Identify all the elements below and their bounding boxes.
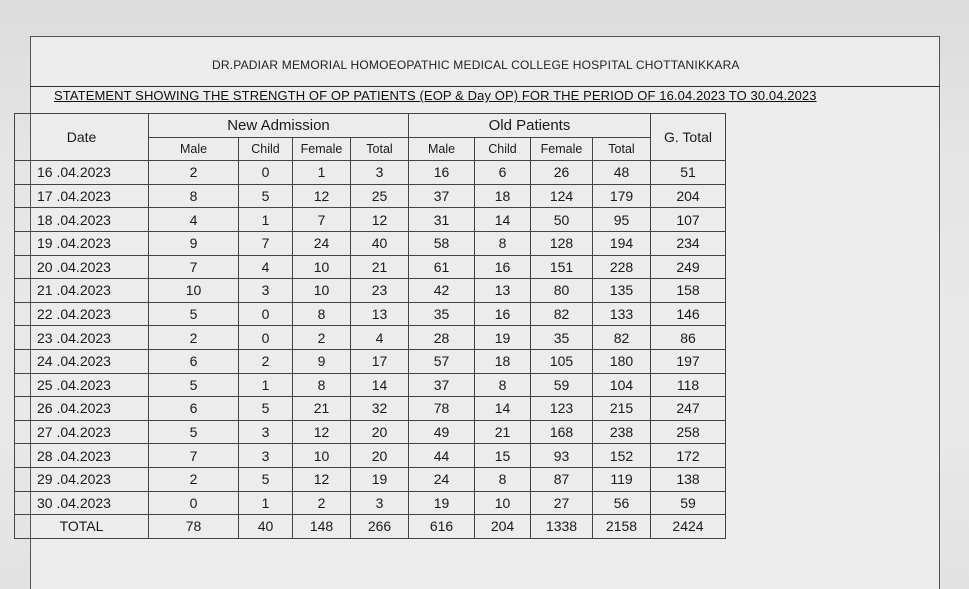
old-child-cell: 14 — [475, 208, 531, 232]
old-female-cell: 35 — [531, 326, 593, 350]
date-cell: 26 .04.2023 — [15, 397, 149, 421]
new-child-cell: 2 — [239, 349, 293, 373]
new-total-total-cell: 266 — [351, 515, 409, 539]
new-female-cell: 10 — [293, 444, 351, 468]
date-cell: 24 .04.2023 — [15, 349, 149, 373]
date-cell: 20 .04.2023 — [15, 255, 149, 279]
grand-total-header: G. Total — [651, 114, 726, 161]
old-total-cell: 48 — [593, 161, 651, 185]
table-row — [15, 255, 726, 279]
old-total-cell: 238 — [593, 420, 651, 444]
new-female-cell: 2 — [293, 491, 351, 515]
new-female-cell: 10 — [293, 279, 351, 303]
new-child-cell: 1 — [239, 491, 293, 515]
new-male-cell: 5 — [149, 420, 239, 444]
date-cell: 23 .04.2023 — [15, 326, 149, 350]
date-cell: 30 .04.2023 — [15, 491, 149, 515]
old-child-cell: 6 — [475, 161, 531, 185]
old-male-cell: 31 — [409, 208, 475, 232]
grand-total-cell: 258 — [651, 420, 726, 444]
old-male-cell: 78 — [409, 397, 475, 421]
new-female-cell: 2 — [293, 326, 351, 350]
table-row — [15, 397, 726, 421]
new-male-header: Male — [149, 137, 239, 161]
old-total-cell: 104 — [593, 373, 651, 397]
old-total-header: Total — [593, 137, 651, 161]
grand-total-total-cell: 2424 — [651, 515, 726, 539]
old-male-header: Male — [409, 137, 475, 161]
total-label: TOTAL — [15, 515, 149, 539]
new-male-cell: 2 — [149, 467, 239, 491]
old-female-cell: 105 — [531, 349, 593, 373]
new-total-cell: 21 — [351, 255, 409, 279]
new-child-cell: 5 — [239, 467, 293, 491]
table-row — [15, 208, 726, 232]
old-child-cell: 16 — [475, 255, 531, 279]
new-female-cell: 21 — [293, 397, 351, 421]
old-female-cell: 151 — [531, 255, 593, 279]
new-child-cell: 0 — [239, 302, 293, 326]
new-female-cell: 7 — [293, 208, 351, 232]
new-total-cell: 23 — [351, 279, 409, 303]
date-header: Date — [15, 114, 149, 161]
date-cell: 29 .04.2023 — [15, 467, 149, 491]
new-child-cell: 0 — [239, 161, 293, 185]
new-male-cell: 8 — [149, 184, 239, 208]
new-total-cell: 20 — [351, 444, 409, 468]
grand-total-cell: 158 — [651, 279, 726, 303]
new-child-cell: 5 — [239, 397, 293, 421]
old-female-cell: 168 — [531, 420, 593, 444]
old-total-cell: 179 — [593, 184, 651, 208]
new-total-header: Total — [351, 137, 409, 161]
new-male-cell: 2 — [149, 326, 239, 350]
new-male-cell: 5 — [149, 302, 239, 326]
old-total-cell: 135 — [593, 279, 651, 303]
hospital-name: DR.PADIAR MEMORIAL HOMOEOPATHIC MEDICAL COLLEGE HOSPITAL CHOTTANIKKARA — [212, 58, 740, 72]
new-male-cell: 10 — [149, 279, 239, 303]
new-child-cell: 3 — [239, 279, 293, 303]
new-total-cell: 13 — [351, 302, 409, 326]
old-child-cell: 14 — [475, 397, 531, 421]
grand-total-cell: 234 — [651, 231, 726, 255]
new-female-cell: 12 — [293, 467, 351, 491]
new-child-cell: 5 — [239, 184, 293, 208]
grand-total-cell: 204 — [651, 184, 726, 208]
statement-title: STATEMENT SHOWING THE STRENGTH OF OP PATIENTS (EOP & Day OP) FOR THE PERIOD OF 16.04.2023 TO 30.04.2023 — [54, 88, 817, 103]
old-total-cell: 95 — [593, 208, 651, 232]
old-female-cell: 59 — [531, 373, 593, 397]
old-child-cell: 19 — [475, 326, 531, 350]
old-male-cell: 35 — [409, 302, 475, 326]
old-child-cell: 16 — [475, 302, 531, 326]
new-female-cell: 24 — [293, 231, 351, 255]
old-child-cell: 15 — [475, 444, 531, 468]
new-child-cell: 3 — [239, 420, 293, 444]
old-female-cell: 50 — [531, 208, 593, 232]
old-female-cell: 128 — [531, 231, 593, 255]
new-child-cell: 1 — [239, 373, 293, 397]
date-cell: 19 .04.2023 — [15, 231, 149, 255]
old-female-header: Female — [531, 137, 593, 161]
new-total-cell: 3 — [351, 491, 409, 515]
new-female-cell: 12 — [293, 420, 351, 444]
new-male-total-cell: 78 — [149, 515, 239, 539]
table-row — [15, 444, 726, 468]
new-male-cell: 0 — [149, 491, 239, 515]
old-male-total-cell: 616 — [409, 515, 475, 539]
date-cell: 27 .04.2023 — [15, 420, 149, 444]
grand-total-cell: 197 — [651, 349, 726, 373]
date-cell: 16 .04.2023 — [15, 161, 149, 185]
new-total-cell: 12 — [351, 208, 409, 232]
date-cell: 18 .04.2023 — [15, 208, 149, 232]
old-female-cell: 124 — [531, 184, 593, 208]
old-total-cell: 215 — [593, 397, 651, 421]
new-total-cell: 25 — [351, 184, 409, 208]
old-male-cell: 61 — [409, 255, 475, 279]
old-total-total-cell: 2158 — [593, 515, 651, 539]
old-male-cell: 49 — [409, 420, 475, 444]
old-female-total-cell: 1338 — [531, 515, 593, 539]
new-total-cell: 20 — [351, 420, 409, 444]
table-row — [15, 231, 726, 255]
old-total-cell: 194 — [593, 231, 651, 255]
old-male-cell: 42 — [409, 279, 475, 303]
old-child-cell: 8 — [475, 231, 531, 255]
date-cell: 21 .04.2023 — [15, 279, 149, 303]
table-row — [15, 420, 726, 444]
header-row-group — [15, 114, 726, 138]
grand-total-cell: 51 — [651, 161, 726, 185]
new-child-cell: 0 — [239, 326, 293, 350]
grand-total-cell: 146 — [651, 302, 726, 326]
total-row — [15, 515, 726, 539]
new-child-total-cell: 40 — [239, 515, 293, 539]
new-male-cell: 7 — [149, 444, 239, 468]
old-child-total-cell: 204 — [475, 515, 531, 539]
new-female-total-cell: 148 — [293, 515, 351, 539]
old-female-cell: 93 — [531, 444, 593, 468]
table-row — [15, 373, 726, 397]
new-male-cell: 2 — [149, 161, 239, 185]
old-male-cell: 57 — [409, 349, 475, 373]
old-total-cell: 152 — [593, 444, 651, 468]
new-total-cell: 19 — [351, 467, 409, 491]
date-cell: 25 .04.2023 — [15, 373, 149, 397]
new-admission-header: New Admission — [149, 114, 409, 138]
new-male-cell: 9 — [149, 231, 239, 255]
grand-total-cell: 118 — [651, 373, 726, 397]
old-total-cell: 133 — [593, 302, 651, 326]
op-strength-table — [14, 113, 726, 539]
table-row — [15, 491, 726, 515]
new-total-cell: 32 — [351, 397, 409, 421]
grand-total-cell: 107 — [651, 208, 726, 232]
old-female-cell: 26 — [531, 161, 593, 185]
old-total-cell: 180 — [593, 349, 651, 373]
new-female-cell: 12 — [293, 184, 351, 208]
table-row — [15, 184, 726, 208]
grand-total-cell: 247 — [651, 397, 726, 421]
grand-total-cell: 138 — [651, 467, 726, 491]
grand-total-cell: 249 — [651, 255, 726, 279]
old-male-cell: 19 — [409, 491, 475, 515]
old-male-cell: 44 — [409, 444, 475, 468]
old-female-cell: 27 — [531, 491, 593, 515]
old-child-cell: 10 — [475, 491, 531, 515]
table-row — [15, 279, 726, 303]
new-child-cell: 4 — [239, 255, 293, 279]
table-row — [15, 326, 726, 350]
old-child-cell: 18 — [475, 184, 531, 208]
new-female-header: Female — [293, 137, 351, 161]
new-child-header: Child — [239, 137, 293, 161]
new-child-cell: 1 — [239, 208, 293, 232]
old-total-cell: 119 — [593, 467, 651, 491]
old-patients-header: Old Patients — [409, 114, 651, 138]
date-cell: 28 .04.2023 — [15, 444, 149, 468]
old-male-cell: 24 — [409, 467, 475, 491]
new-female-cell: 1 — [293, 161, 351, 185]
date-cell: 22 .04.2023 — [15, 302, 149, 326]
table-row — [15, 161, 726, 185]
date-cell: 17 .04.2023 — [15, 184, 149, 208]
grand-total-cell: 59 — [651, 491, 726, 515]
new-total-cell: 40 — [351, 231, 409, 255]
grand-total-cell: 86 — [651, 326, 726, 350]
old-total-cell: 82 — [593, 326, 651, 350]
new-male-cell: 5 — [149, 373, 239, 397]
new-total-cell: 14 — [351, 373, 409, 397]
old-male-cell: 16 — [409, 161, 475, 185]
table-row — [15, 349, 726, 373]
table-row — [15, 467, 726, 491]
new-child-cell: 7 — [239, 231, 293, 255]
new-male-cell: 6 — [149, 349, 239, 373]
new-male-cell: 4 — [149, 208, 239, 232]
old-female-cell: 87 — [531, 467, 593, 491]
old-male-cell: 37 — [409, 184, 475, 208]
old-female-cell: 80 — [531, 279, 593, 303]
old-male-cell: 37 — [409, 373, 475, 397]
new-female-cell: 10 — [293, 255, 351, 279]
new-male-cell: 6 — [149, 397, 239, 421]
new-female-cell: 8 — [293, 302, 351, 326]
new-female-cell: 8 — [293, 373, 351, 397]
old-female-cell: 123 — [531, 397, 593, 421]
old-child-cell: 8 — [475, 467, 531, 491]
new-total-cell: 17 — [351, 349, 409, 373]
new-total-cell: 4 — [351, 326, 409, 350]
new-total-cell: 3 — [351, 161, 409, 185]
old-total-cell: 228 — [593, 255, 651, 279]
new-child-cell: 3 — [239, 444, 293, 468]
old-male-cell: 58 — [409, 231, 475, 255]
new-female-cell: 9 — [293, 349, 351, 373]
table-row — [15, 302, 726, 326]
old-child-cell: 8 — [475, 373, 531, 397]
grand-total-cell: 172 — [651, 444, 726, 468]
header-divider — [30, 86, 940, 87]
old-child-header: Child — [475, 137, 531, 161]
new-male-cell: 7 — [149, 255, 239, 279]
old-total-cell: 56 — [593, 491, 651, 515]
old-female-cell: 82 — [531, 302, 593, 326]
old-child-cell: 18 — [475, 349, 531, 373]
old-child-cell: 13 — [475, 279, 531, 303]
old-male-cell: 28 — [409, 326, 475, 350]
old-child-cell: 21 — [475, 420, 531, 444]
